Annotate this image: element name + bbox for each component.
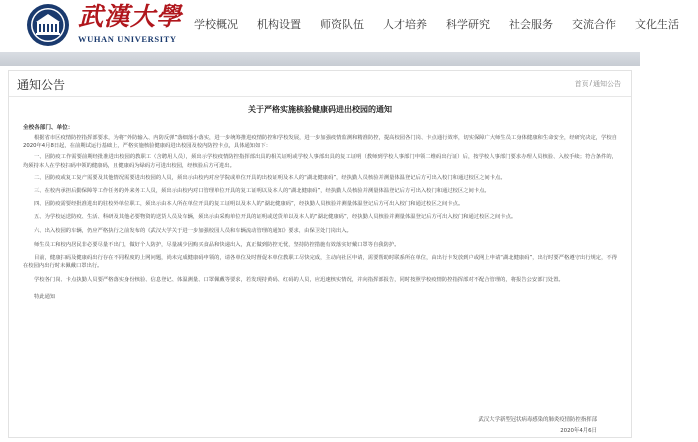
breadcrumb-home-link[interactable]: 首页 <box>574 80 589 88</box>
university-name-en[interactable]: WUHAN UNIVERSITY <box>78 34 177 44</box>
nav-item-services[interactable]: 社会服务 <box>509 18 553 31</box>
panel-header <box>9 71 631 97</box>
article-body <box>9 97 631 437</box>
nav-item-exchange[interactable]: 交流合作 <box>572 18 616 31</box>
university-emblem-icon[interactable] <box>26 3 70 47</box>
breadcrumb-separator: / <box>589 79 592 87</box>
nav-item-culture[interactable]: 文化生活 <box>635 18 679 31</box>
article-paragraph: 学校各门岗、卡点执勤人员要严格落实身份核验、信息登记、体温测量、口罩佩戴等要求，若发现持黄码、红码的人员，应迅速核实情况，并向指挥部报告，同时按照学校疫情防控指挥部对不配合管理的，将报告公安部门处置。 <box>34 277 564 284</box>
article-signature <box>478 415 597 437</box>
breadcrumb-current-link[interactable]: 通知公告 <box>593 80 621 88</box>
site-header <box>0 0 679 52</box>
main-nav <box>194 15 698 35</box>
nav-item-faculty[interactable]: 师资队伍 <box>320 18 364 31</box>
university-name-cn[interactable]: 武漢大學 <box>78 2 183 31</box>
article-paragraph: 五、为学校运送防疫、生活、科研及其他必要物资的送货人员及车辆，须出示由采购单位开具的证明或送货单以及本人的“湖北健康码”，经执勤人员核验并测量体温登记后方可出入校门和通过校区之间卡点。 <box>34 214 517 221</box>
signed-date: 2020年4月6日 <box>560 428 597 434</box>
article-paragraph: 四、因防疫需要经批准进出的驻校外单位职工，须出示由本人所在单位开具的复工证明以及本人的“湖北健康码”，经执勤人员核验并测量体温登记后方可出入校门和通过校区之间卡点。 <box>34 201 464 208</box>
nav-item-departments[interactable]: 机构设置 <box>257 18 301 31</box>
nav-item-research[interactable]: 科学研究 <box>446 18 490 31</box>
article-paragraph: 三、在校内承担后勤保障等工作任务的外来务工人员，须出示由校内对口管理单位开具的复工证明以及本人的“湖北健康码”，经执勤人员核验并测量体温登记后方可出入校门和通过校区之间卡点。 <box>34 188 490 195</box>
article-salutation: 全校各部门、单位： <box>23 125 74 131</box>
header-banner <box>0 52 640 66</box>
article-paragraph: 二、因防疫或复工复产需要及其他情况需要进出校园的人员，须出示由校内对应学院或单位开具的出校证明及本人的“湖北健康码”，经执勤人员核验并测量体温登记后方可出入校门和通过校区之间卡点。 <box>34 174 506 181</box>
article-paragraph: 师生员工和校内居民非必要尽量不出门，做好个人防护，尽量减少因购买食品和快递出入，真正做到防控无忧，坚持防控措施有效落实好戴口罩等自我防护。 <box>34 241 400 248</box>
article-paragraph: 根据省市区疫情防控指挥部要求，为将“外防输入、内防反弹”落细落小落实，进一步统筹推进疫情防控和学校发展，进一步加强疫情监测和精准防控，提高校园各门岗、卡点通行效率，切实保障广大师生员工身体健康和生命安全，经研究决定，学校自2020年4月8日起，在前期试运行基础上，严格实施核验健康码进出校园及校内防控卡点，具体通知如下： <box>23 135 617 150</box>
nav-item-education[interactable]: 人才培养 <box>383 18 427 31</box>
article-paragraph: 目前，健康扫码及健康码出行存在不同程度的上网问题，尚未完成健康码申领的，请各单位及时督促本单位教职工尽快完成，主动向社区申请，需要帮助时联系所在单位，由出行卡发放到户或网上申请“湖北健康码”，出行时要严格遵守出行规定，不得在校园内出行时未佩戴口罩出行。 <box>23 255 617 270</box>
nav-item-about[interactable]: 学校概况 <box>194 18 238 31</box>
article-paragraph: 六、出入校园的车辆，仍应严格执行之前发布的《武汉大学关于进一步加强校园人员和车辆流动管理的通知》要求，由保卫处门岗出入。 <box>34 227 352 234</box>
notice-panel <box>8 70 632 438</box>
article-paragraph: 一、因防疫工作需要前期经批准进出校园的教职工（含聘用人员），须出示学校疫情防控指挥部出具的相关证明或学校人事部出具的复工证明（教师到学校人事部门申领二维码出行证）后，按学校人事部门要求办理人员核验、入校手续；符合条件的，均须持本人在学校扫码申领的健康码，且健康码为绿码方可进出校园，经核验后方可进出。 <box>23 154 617 169</box>
signer-name: 武汉大学新型冠状病毒感染的肺炎疫情防控指挥部 <box>478 417 597 423</box>
article-title: 关于严格实施核验健康码进出校园的通知 <box>248 105 392 114</box>
section-title: 通知公告 <box>17 78 66 92</box>
article-closing: 特此通知 <box>34 293 56 300</box>
breadcrumb <box>575 79 621 89</box>
